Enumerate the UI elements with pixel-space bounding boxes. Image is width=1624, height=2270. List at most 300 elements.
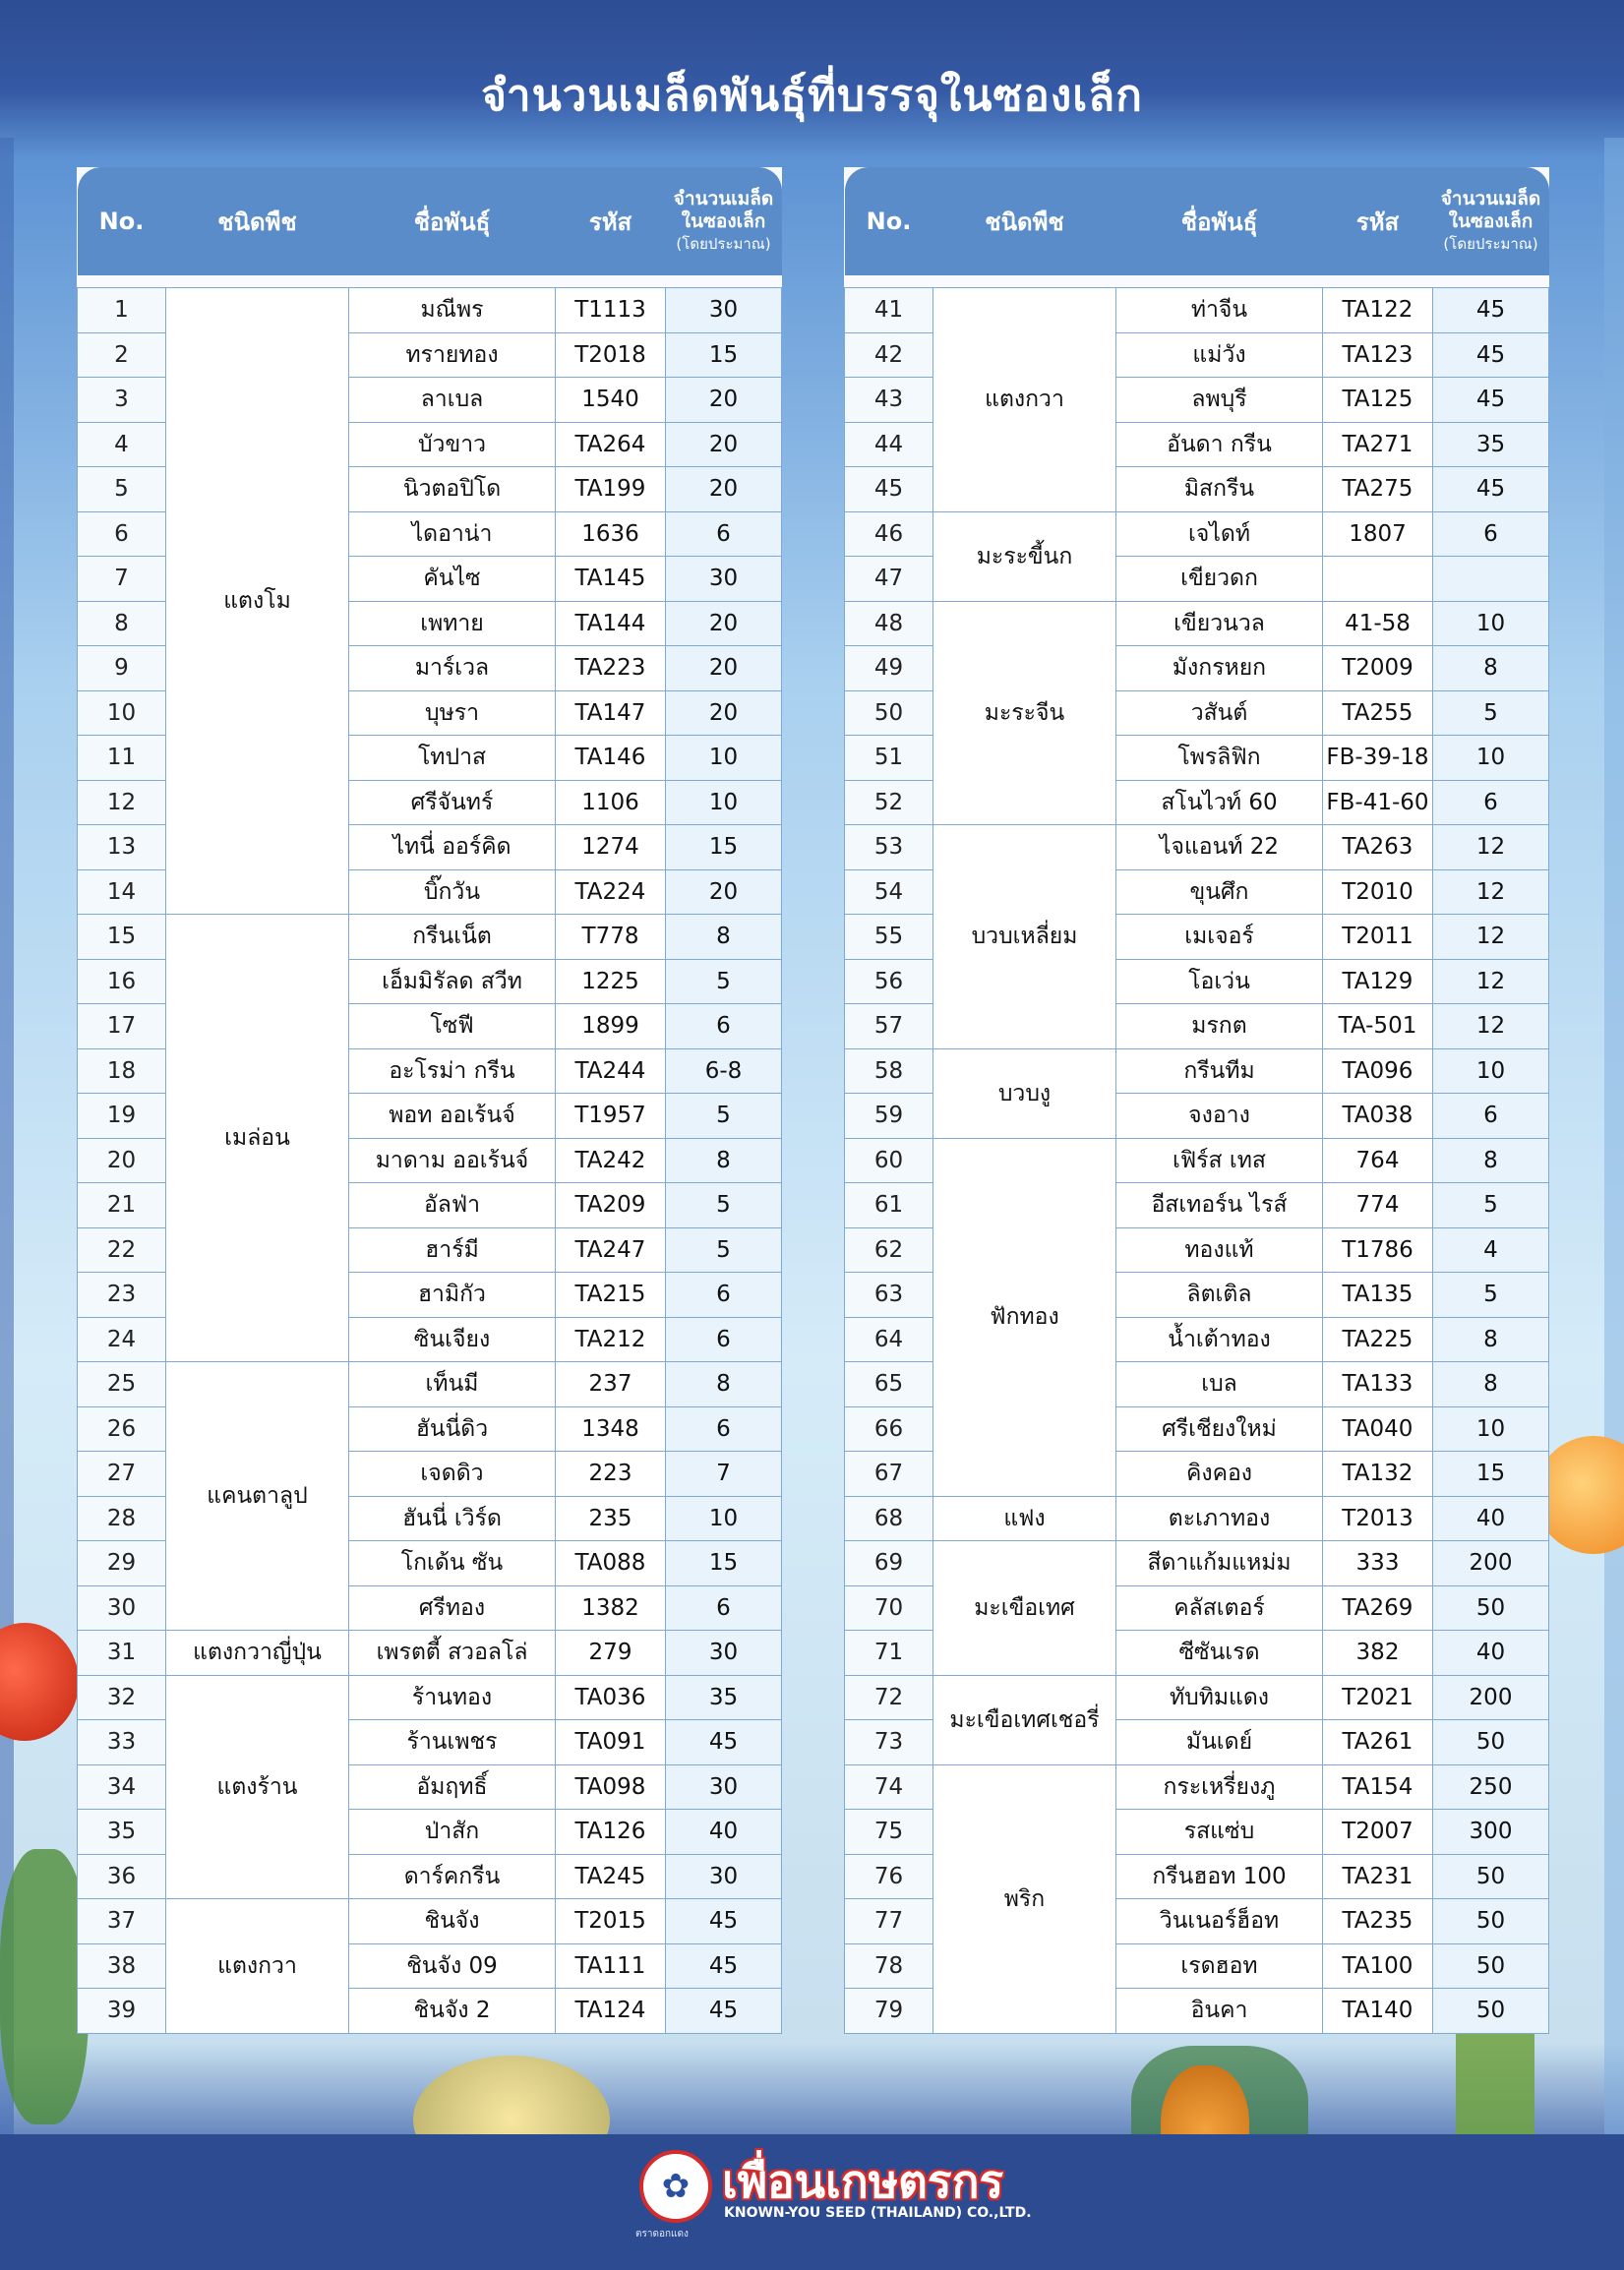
crop-type: บวบเหลี่ยม	[933, 825, 1116, 1049]
variety-code: TA271	[1323, 422, 1433, 467]
logo-name-en: KNOWN-YOU SEED (THAILAND) CO.,LTD.	[724, 2205, 1032, 2221]
seed-quantity: 50	[1433, 1854, 1549, 1899]
seed-quantity: 20	[666, 422, 782, 467]
seed-quantity: 200	[1433, 1675, 1549, 1720]
variety-code: T1113	[556, 288, 666, 333]
seed-quantity: 7	[666, 1452, 782, 1497]
seed-quantity: 45	[1433, 332, 1549, 378]
row-number: 55	[845, 915, 933, 960]
seed-quantity: 200	[1433, 1541, 1549, 1586]
variety-code: TA123	[1323, 332, 1433, 378]
crop-type: บวบงู	[933, 1048, 1116, 1138]
seed-quantity: 35	[1433, 422, 1549, 467]
variety-name: มาร์เวล	[349, 646, 556, 691]
seed-quantity: 8	[1433, 646, 1549, 691]
variety-code: 237	[556, 1362, 666, 1407]
row-number: 32	[78, 1675, 166, 1720]
seed-quantity: 6	[666, 1585, 782, 1631]
table-header-row	[845, 167, 1549, 275]
seed-quantity: 15	[666, 332, 782, 378]
variety-code: 235	[556, 1496, 666, 1541]
header-qty	[1433, 167, 1549, 275]
seed-quantity: 20	[666, 467, 782, 512]
variety-name: เพรตตี้ สวอลโล่	[349, 1631, 556, 1676]
seed-quantity: 20	[666, 601, 782, 646]
seed-quantity: 12	[1433, 959, 1549, 1004]
variety-name: เขียวดก	[1116, 557, 1323, 602]
seed-quantity: 45	[666, 1720, 782, 1765]
seed-quantity: 8	[666, 1138, 782, 1183]
variety-name: แม่วัง	[1116, 332, 1323, 378]
variety-name: อัลฟ่า	[349, 1183, 556, 1228]
seed-quantity: 6	[666, 511, 782, 557]
header-type: ชนิดพืช	[933, 167, 1116, 275]
variety-name: วินเนอร์ฮ็อท	[1116, 1899, 1323, 1944]
row-number: 68	[845, 1496, 933, 1541]
variety-name: ชินจัง 09	[349, 1943, 556, 1989]
crop-type: มะระขี้นก	[933, 511, 1116, 601]
variety-name: ขุนศึก	[1116, 869, 1323, 915]
variety-name: ฮันนี่ดิว	[349, 1406, 556, 1452]
variety-name: ฮาร์มี	[349, 1227, 556, 1273]
variety-name: ศรีทอง	[349, 1585, 556, 1631]
variety-code: TA144	[556, 601, 666, 646]
variety-code: T2021	[1323, 1675, 1433, 1720]
seed-quantity: 6	[666, 1317, 782, 1362]
variety-name: อัมฤทธิ์	[349, 1764, 556, 1810]
variety-name: ชินจัง 2	[349, 1989, 556, 2034]
crop-type: แคนตาลูป	[166, 1362, 349, 1631]
table-row	[845, 1138, 1549, 1183]
variety-code: TA100	[1323, 1943, 1433, 1989]
crop-type: แตงกวาญี่ปุ่น	[166, 1631, 349, 1676]
header-code: รหัส	[1323, 167, 1433, 275]
seed-quantity: 8	[1433, 1317, 1549, 1362]
variety-name: ไดอาน่า	[349, 511, 556, 557]
variety-code: T778	[556, 915, 666, 960]
seed-quantity: 30	[666, 1764, 782, 1810]
seed-quantity: 35	[666, 1675, 782, 1720]
seed-quantity: 15	[666, 825, 782, 870]
variety-name: เบล	[1116, 1362, 1323, 1407]
variety-name: เท็นมี	[349, 1362, 556, 1407]
variety-name: ซีซันเรด	[1116, 1631, 1323, 1676]
variety-name: เมเจอร์	[1116, 915, 1323, 960]
crop-type: แตงโม	[166, 288, 349, 915]
seed-quantity: 10	[666, 736, 782, 781]
row-number: 35	[78, 1810, 166, 1855]
variety-code: TA235	[1323, 1899, 1433, 1944]
variety-code: 1348	[556, 1406, 666, 1452]
seed-quantity: 30	[666, 1631, 782, 1676]
header-qty-label: จำนวนเมล็ดในซองเล็ก	[673, 187, 774, 232]
seed-quantity: 6	[1433, 780, 1549, 825]
variety-code: T1786	[1323, 1227, 1433, 1273]
variety-code: 1899	[556, 1004, 666, 1049]
variety-code: 764	[1323, 1138, 1433, 1183]
variety-name: มาดาม ออเร้นจ์	[349, 1138, 556, 1183]
seed-quantity: 20	[666, 869, 782, 915]
row-number: 61	[845, 1183, 933, 1228]
seed-quantity: 12	[1433, 869, 1549, 915]
row-number: 17	[78, 1004, 166, 1049]
row-number: 33	[78, 1720, 166, 1765]
header-spacer	[78, 275, 782, 288]
row-number: 24	[78, 1317, 166, 1362]
row-number: 78	[845, 1943, 933, 1989]
row-number: 66	[845, 1406, 933, 1452]
seed-quantity: 5	[1433, 690, 1549, 736]
row-number: 7	[78, 557, 166, 602]
row-number: 71	[845, 1631, 933, 1676]
row-number: 64	[845, 1317, 933, 1362]
seed-quantity: 10	[1433, 1048, 1549, 1094]
variety-code: TA225	[1323, 1317, 1433, 1362]
variety-name: ศรีเชียงใหม่	[1116, 1406, 1323, 1452]
variety-name: สโนไวท์ 60	[1116, 780, 1323, 825]
row-number: 3	[78, 378, 166, 423]
table-row	[845, 511, 1549, 557]
variety-code: TA263	[1323, 825, 1433, 870]
row-number: 23	[78, 1273, 166, 1318]
variety-name: กรีนเน็ต	[349, 915, 556, 960]
variety-code: 774	[1323, 1183, 1433, 1228]
seed-quantity: 45	[1433, 378, 1549, 423]
row-number: 15	[78, 915, 166, 960]
header-qty	[666, 167, 782, 275]
header-qty-note: (โดยประมาณ)	[1443, 234, 1538, 253]
row-number: 39	[78, 1989, 166, 2034]
variety-code: TA133	[1323, 1362, 1433, 1407]
seed-table-right	[844, 167, 1549, 2034]
variety-code: TA098	[556, 1764, 666, 1810]
crop-type: แตงร้าน	[166, 1675, 349, 1899]
variety-code: TA124	[556, 1989, 666, 2034]
variety-name: มันเดย์	[1116, 1720, 1323, 1765]
seed-quantity: 250	[1433, 1764, 1549, 1810]
row-number: 77	[845, 1899, 933, 1944]
row-number: 29	[78, 1541, 166, 1586]
variety-name: โกเด้น ซัน	[349, 1541, 556, 1586]
variety-code: TA223	[556, 646, 666, 691]
variety-code: 1807	[1323, 511, 1433, 557]
variety-name: คันไซ	[349, 557, 556, 602]
variety-name: อะโรม่า กรีน	[349, 1048, 556, 1094]
row-number: 18	[78, 1048, 166, 1094]
variety-code: TA091	[556, 1720, 666, 1765]
crop-type: พริก	[933, 1764, 1116, 2033]
variety-code: TA244	[556, 1048, 666, 1094]
variety-name: ไทนี่ ออร์คิด	[349, 825, 556, 870]
seed-quantity: 45	[666, 1943, 782, 1989]
header-type: ชนิดพืช	[166, 167, 349, 275]
variety-code: TA129	[1323, 959, 1433, 1004]
variety-code: 1636	[556, 511, 666, 557]
variety-name: มิสกรีน	[1116, 467, 1323, 512]
row-number: 25	[78, 1362, 166, 1407]
seed-quantity: 12	[1433, 915, 1549, 960]
row-number: 41	[845, 288, 933, 333]
row-number: 43	[845, 378, 933, 423]
row-number: 27	[78, 1452, 166, 1497]
row-number: 21	[78, 1183, 166, 1228]
variety-code: TA242	[556, 1138, 666, 1183]
variety-name: คลัสเตอร์	[1116, 1585, 1323, 1631]
row-number: 60	[845, 1138, 933, 1183]
variety-code: TA261	[1323, 1720, 1433, 1765]
row-number: 1	[78, 288, 166, 333]
row-number: 4	[78, 422, 166, 467]
row-number: 45	[845, 467, 933, 512]
variety-name: เจดดิว	[349, 1452, 556, 1497]
variety-name: ศรีจันทร์	[349, 780, 556, 825]
seed-quantity: 45	[1433, 467, 1549, 512]
header-code: รหัส	[556, 167, 666, 275]
seed-quantity: 45	[666, 1989, 782, 2034]
header-no: No.	[78, 167, 166, 275]
row-number: 73	[845, 1720, 933, 1765]
seed-quantity: 45	[1433, 288, 1549, 333]
variety-code: TA245	[556, 1854, 666, 1899]
row-number: 11	[78, 736, 166, 781]
variety-code: TA135	[1323, 1273, 1433, 1318]
variety-name: กระเหรี่ยงภู	[1116, 1764, 1323, 1810]
seed-quantity: 8	[666, 915, 782, 960]
row-number: 19	[78, 1094, 166, 1139]
seed-quantity: 12	[1433, 1004, 1549, 1049]
variety-name: นิวตอปิโด	[349, 467, 556, 512]
row-number: 36	[78, 1854, 166, 1899]
variety-code: 223	[556, 1452, 666, 1497]
seed-quantity: 50	[1433, 1585, 1549, 1631]
row-number: 14	[78, 869, 166, 915]
row-number: 58	[845, 1048, 933, 1094]
logo-name-th: เพื่อนเกษตรกร	[722, 2155, 1004, 2208]
variety-name: อินคา	[1116, 1989, 1323, 2034]
variety-code: TA038	[1323, 1094, 1433, 1139]
variety-name: ท่าจีน	[1116, 288, 1323, 333]
row-number: 31	[78, 1631, 166, 1676]
crop-type: แฟง	[933, 1496, 1116, 1541]
variety-name: ลพบุรี	[1116, 378, 1323, 423]
seed-quantity: 10	[1433, 601, 1549, 646]
variety-name: ฮามิกัว	[349, 1273, 556, 1318]
table-row	[845, 601, 1549, 646]
variety-name: มังกรหยก	[1116, 646, 1323, 691]
variety-code: TA146	[556, 736, 666, 781]
table-row	[845, 825, 1549, 870]
row-number: 12	[78, 780, 166, 825]
seed-quantity: 4	[1433, 1227, 1549, 1273]
variety-name: ลาเบล	[349, 378, 556, 423]
seed-quantity: 40	[1433, 1631, 1549, 1676]
row-number: 48	[845, 601, 933, 646]
header-no: No.	[845, 167, 933, 275]
left-edge-band	[0, 138, 14, 2164]
variety-code: T2010	[1323, 869, 1433, 915]
seed-quantity: 30	[666, 1854, 782, 1899]
crop-type: แตงกวา	[933, 288, 1116, 512]
variety-name: ทองแท้	[1116, 1227, 1323, 1273]
variety-code: T2009	[1323, 646, 1433, 691]
variety-name: มรกต	[1116, 1004, 1323, 1049]
variety-name: เรดฮอท	[1116, 1943, 1323, 1989]
variety-code: TA088	[556, 1541, 666, 1586]
variety-name: ทรายทอง	[349, 332, 556, 378]
header-variety: ชื่อพันธุ์	[1116, 167, 1323, 275]
variety-name: อันดา กรีน	[1116, 422, 1323, 467]
variety-name: โซฟี	[349, 1004, 556, 1049]
row-number: 9	[78, 646, 166, 691]
variety-code: TA264	[556, 422, 666, 467]
variety-code: 1225	[556, 959, 666, 1004]
variety-code: TA199	[556, 467, 666, 512]
variety-name: พอท ออเร้นจ์	[349, 1094, 556, 1139]
table-row	[78, 288, 782, 333]
row-number: 6	[78, 511, 166, 557]
logo-mark-caption: ตราดอกแดง	[635, 2229, 689, 2240]
seed-quantity: 30	[666, 288, 782, 333]
seed-quantity: 50	[1433, 1943, 1549, 1989]
variety-code: TA212	[556, 1317, 666, 1362]
seed-quantity: 10	[666, 780, 782, 825]
row-number: 22	[78, 1227, 166, 1273]
seed-quantity: 5	[666, 959, 782, 1004]
variety-name: ร้านทอง	[349, 1675, 556, 1720]
variety-code: TA269	[1323, 1585, 1433, 1631]
variety-code: TA145	[556, 557, 666, 602]
variety-name: สีดาแก้มแหม่ม	[1116, 1541, 1323, 1586]
variety-code: 1382	[556, 1585, 666, 1631]
variety-name: ไจแอนท์ 22	[1116, 825, 1323, 870]
variety-code: T2013	[1323, 1496, 1433, 1541]
seed-quantity: 20	[666, 646, 782, 691]
row-number: 16	[78, 959, 166, 1004]
row-number: 54	[845, 869, 933, 915]
row-number: 62	[845, 1227, 933, 1273]
variety-name: ลิตเติล	[1116, 1273, 1323, 1318]
row-number: 52	[845, 780, 933, 825]
header-qty-note: (โดยประมาณ)	[676, 234, 771, 253]
seed-quantity: 6-8	[666, 1048, 782, 1094]
variety-code: 1106	[556, 780, 666, 825]
seed-quantity: 30	[666, 557, 782, 602]
tomato-image	[0, 1623, 79, 1741]
variety-name: เฟิร์ส เทส	[1116, 1138, 1323, 1183]
crop-type: มะระจีน	[933, 601, 1116, 825]
seed-quantity: 6	[1433, 1094, 1549, 1139]
seed-quantity: 40	[666, 1810, 782, 1855]
seed-quantity: 15	[1433, 1452, 1549, 1497]
row-number: 51	[845, 736, 933, 781]
row-number: 76	[845, 1854, 933, 1899]
variety-name: เขียวนวล	[1116, 601, 1323, 646]
variety-code: T2007	[1323, 1810, 1433, 1855]
variety-code: 1274	[556, 825, 666, 870]
row-number: 38	[78, 1943, 166, 1989]
right-edge-band	[1604, 138, 1624, 2164]
seed-quantity: 20	[666, 690, 782, 736]
table-row	[78, 1675, 782, 1720]
variety-name: กรีนทีม	[1116, 1048, 1323, 1094]
variety-name: ร้านเพชร	[349, 1720, 556, 1765]
table-row	[78, 915, 782, 960]
table-row	[845, 1048, 1549, 1094]
variety-code: TA231	[1323, 1854, 1433, 1899]
row-number: 69	[845, 1541, 933, 1586]
variety-name: ตะเภาทอง	[1116, 1496, 1323, 1541]
row-number: 42	[845, 332, 933, 378]
row-number: 50	[845, 690, 933, 736]
lettuce-image	[0, 1849, 89, 2124]
table-row	[78, 1362, 782, 1407]
row-number: 63	[845, 1273, 933, 1318]
variety-code: TA040	[1323, 1406, 1433, 1452]
crop-type: แตงกวา	[166, 1899, 349, 2034]
variety-code: 382	[1323, 1631, 1433, 1676]
variety-name: โอเว่น	[1116, 959, 1323, 1004]
variety-code	[1323, 557, 1433, 602]
seed-quantity: 8	[1433, 1138, 1549, 1183]
seed-quantity: 20	[666, 378, 782, 423]
variety-code: TA122	[1323, 288, 1433, 333]
seed-quantity: 8	[666, 1362, 782, 1407]
row-number: 2	[78, 332, 166, 378]
flower-logo-icon: ✿	[639, 2150, 712, 2223]
row-number: 65	[845, 1362, 933, 1407]
variety-code: 333	[1323, 1541, 1433, 1586]
seed-quantity	[1433, 557, 1549, 602]
seed-quantity: 5	[666, 1227, 782, 1273]
variety-code: TA147	[556, 690, 666, 736]
variety-name: เอ็มมิรัลด สวีท	[349, 959, 556, 1004]
row-number: 26	[78, 1406, 166, 1452]
crop-type: ฟักทอง	[933, 1138, 1116, 1496]
seed-quantity: 6	[666, 1273, 782, 1318]
variety-code: FB-39-18	[1323, 736, 1433, 781]
row-number: 10	[78, 690, 166, 736]
variety-code: TA224	[556, 869, 666, 915]
variety-code: TA111	[556, 1943, 666, 1989]
row-number: 37	[78, 1899, 166, 1944]
variety-name: คิงคอง	[1116, 1452, 1323, 1497]
table-row	[845, 288, 1549, 333]
row-number: 44	[845, 422, 933, 467]
table-row	[845, 1764, 1549, 1810]
table-row	[78, 1899, 782, 1944]
variety-name: บุษรา	[349, 690, 556, 736]
row-number: 5	[78, 467, 166, 512]
variety-code: TA096	[1323, 1048, 1433, 1094]
variety-code: TA275	[1323, 467, 1433, 512]
variety-code: TA140	[1323, 1989, 1433, 2034]
variety-name: เจไดท์	[1116, 511, 1323, 557]
variety-name: ป่าสัก	[349, 1810, 556, 1855]
variety-name: วสันต์	[1116, 690, 1323, 736]
row-number: 56	[845, 959, 933, 1004]
variety-name: ชินจัง	[349, 1899, 556, 1944]
seed-quantity: 10	[1433, 736, 1549, 781]
variety-name: ฮันนี่ เวิร์ด	[349, 1496, 556, 1541]
crop-type: มะเขือเทศเชอรี่	[933, 1675, 1116, 1764]
seed-quantity: 6	[1433, 511, 1549, 557]
seed-quantity: 15	[666, 1541, 782, 1586]
row-number: 75	[845, 1810, 933, 1855]
variety-code: T2018	[556, 332, 666, 378]
variety-name: กรีนฮอท 100	[1116, 1854, 1323, 1899]
variety-code: 41-58	[1323, 601, 1433, 646]
variety-name: ทับทิมแดง	[1116, 1675, 1323, 1720]
